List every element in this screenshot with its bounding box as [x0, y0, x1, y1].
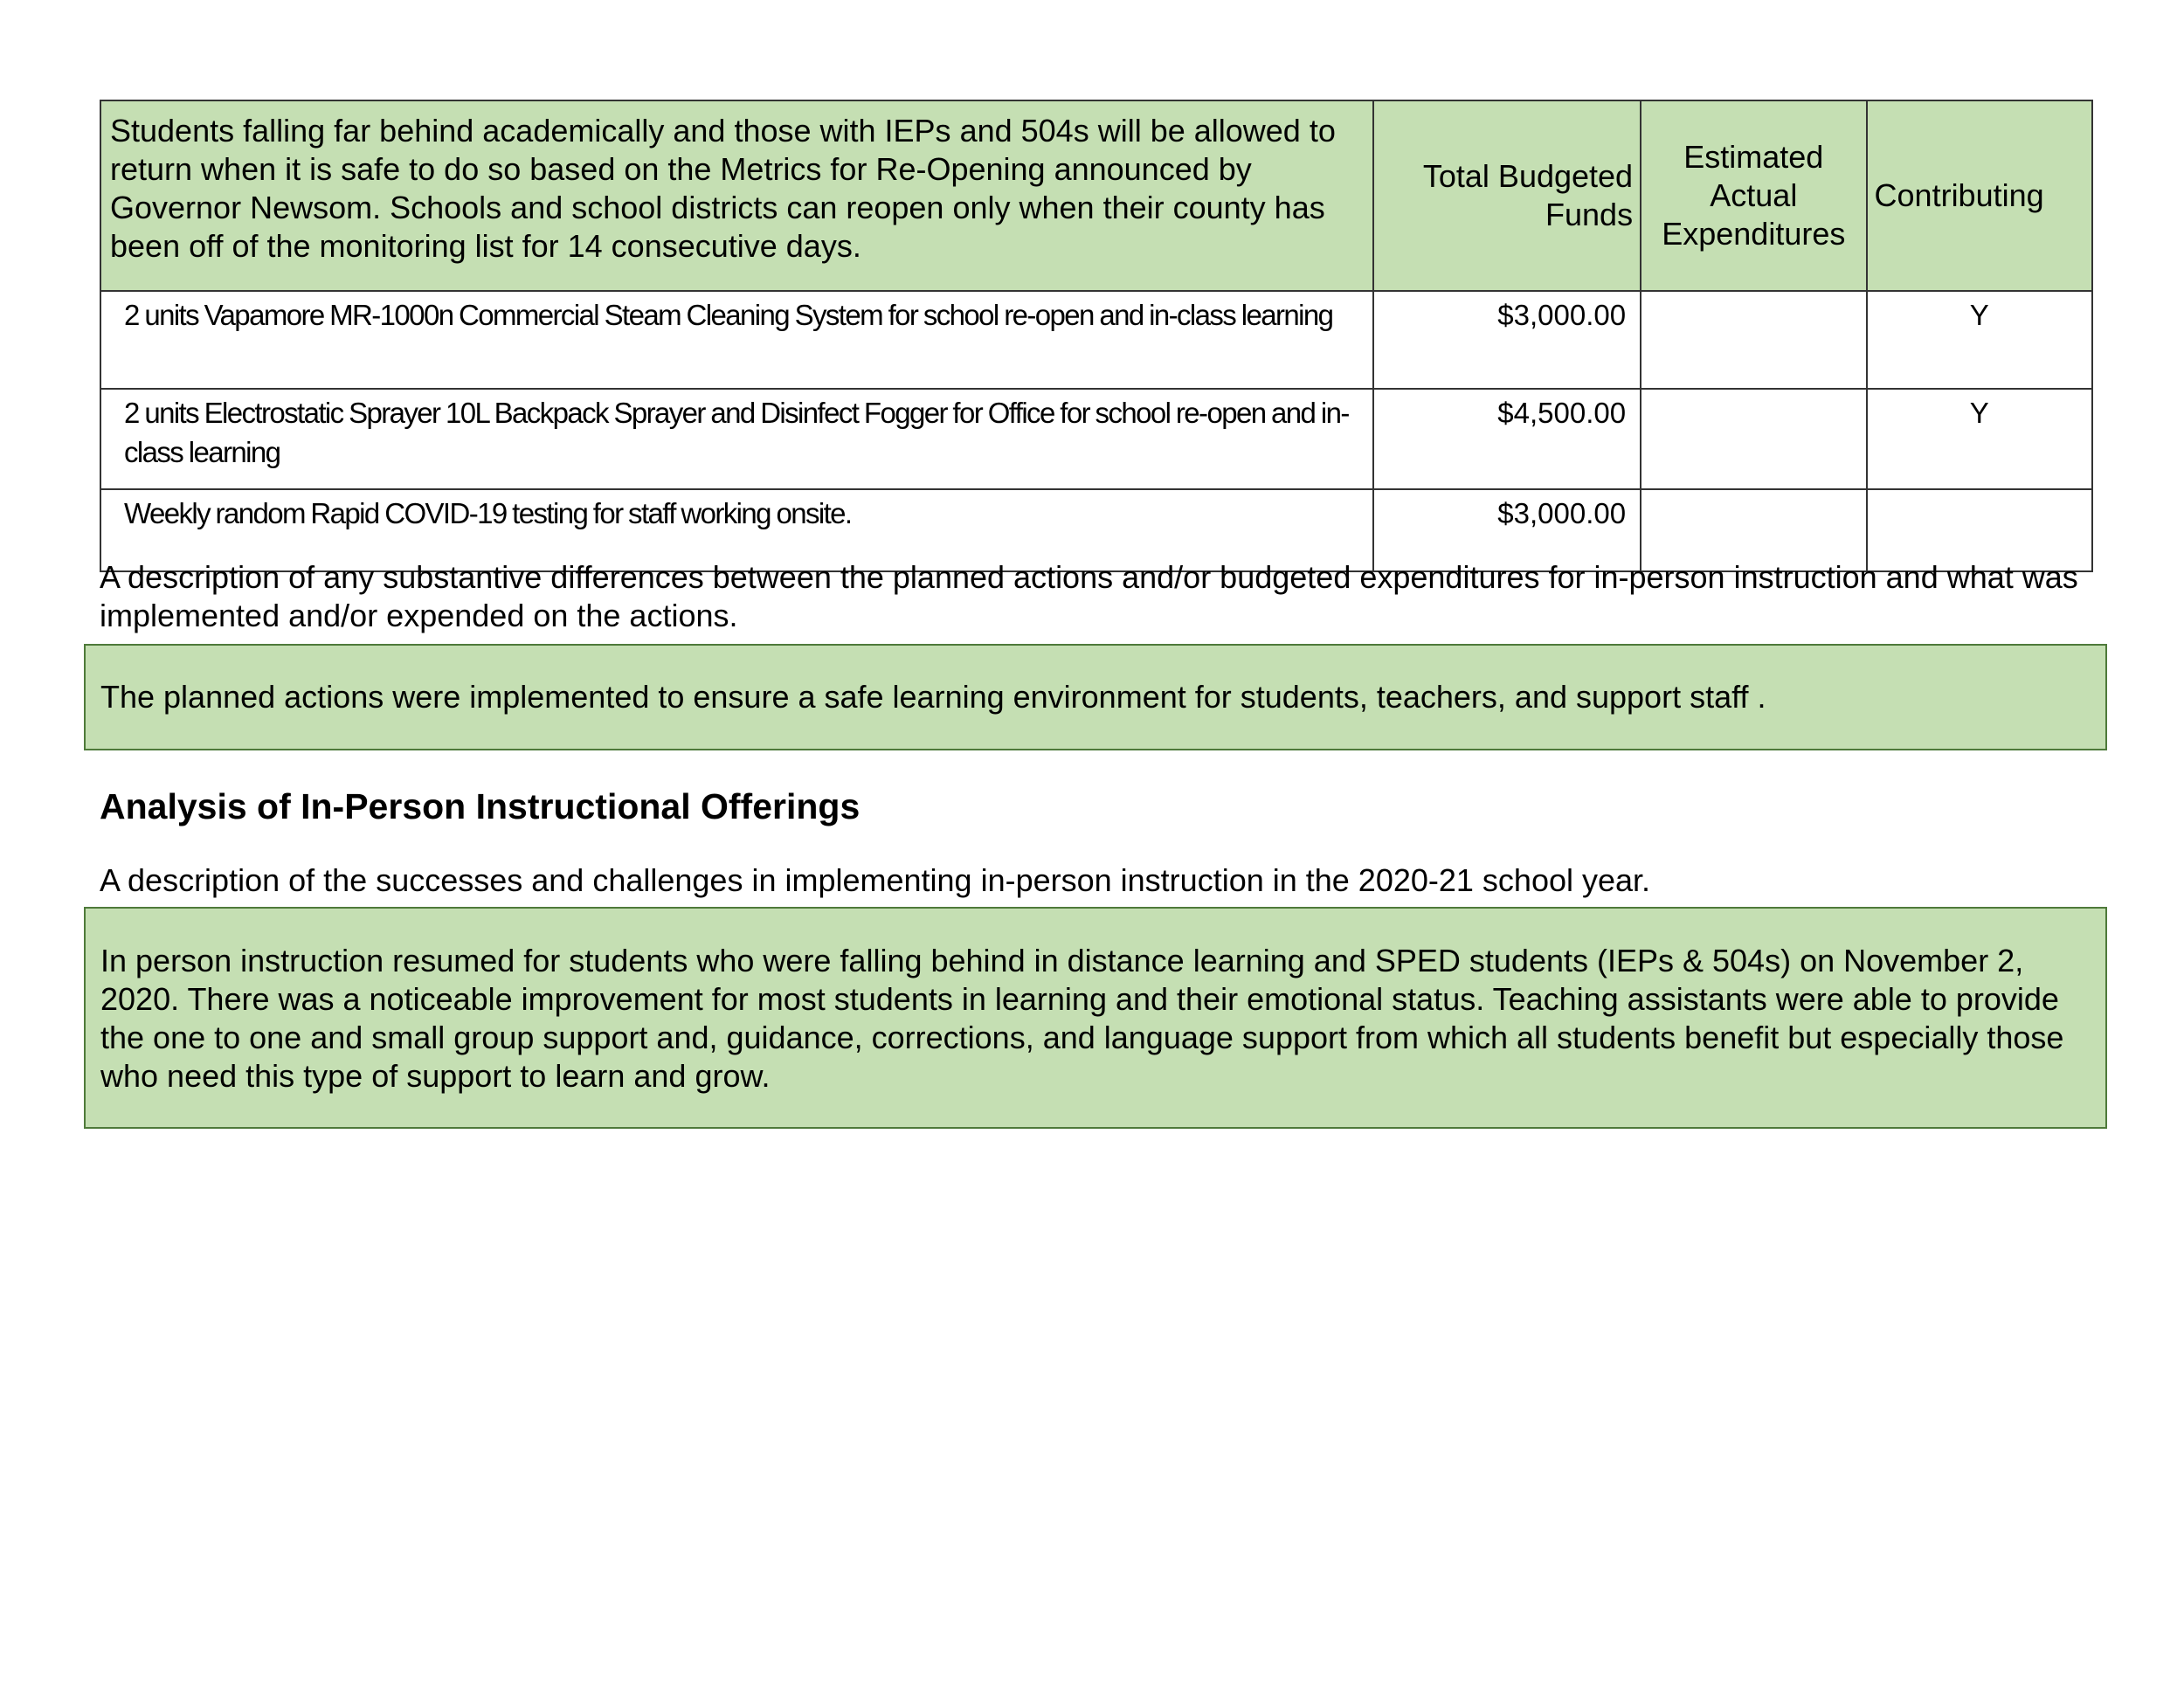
table-row [100, 389, 2092, 489]
analysis-response-box [84, 907, 2107, 1129]
row-description-cell [100, 389, 1373, 489]
differences-prompt: A description of any substantive differences between the planned actions and/or budgeted expenditures for in-person instruction and what was implemented and/or expended on the actions. [100, 559, 2078, 633]
header-contributing: Contributing [1867, 100, 2092, 291]
row-description: 2 units Electrostatic Sprayer 10L Backpack Sprayer and Disinfect Fogger for Office for school re-open and in-class learning [124, 397, 1349, 468]
analysis-heading: Analysis of In-Person Instructional Offerings [100, 786, 860, 826]
row-estimated [1641, 291, 1866, 389]
row-estimated [1641, 389, 1866, 489]
row-funds: $3,000.00 [1373, 291, 1641, 389]
header-description: Students falling far behind academically and those with IEPs and 504s will be allowed to return when it is safe to do so based on the Metrics for Re-Opening announced by Governor Newsom. Schools and school districts can reopen only when their county has been off of the monitoring list for 14 consecutive days. [100, 100, 1373, 291]
row-funds: $3,000.00 [1373, 489, 1641, 571]
analysis-prompt: A description of the successes and challenges in implementing in-person instruction in the 2020-21 school year. [100, 862, 1651, 898]
row-description: Weekly random Rapid COVID-19 testing for staff working onsite. [124, 497, 852, 529]
header-estimated-actual-expenditures: Estimated Actual Expenditures [1641, 100, 1866, 291]
table-row [100, 291, 2092, 389]
in-person-actions-table [100, 100, 2093, 572]
differences-response-box [84, 644, 2107, 750]
analysis-response: In person instruction resumed for students who were falling behind in distance learning and SPED students (IEPs & 504s) on November 2, 2020. There was a noticeable improvement for most students in learning and their emotional status. Teaching assistants were able to provide the one to one and small group support and, guidance, corrections, and language support from which all students benefit but especially those who need this type of support to learn and grow. [100, 943, 2064, 1094]
row-contributing: Y [1867, 291, 2092, 389]
header-total-budgeted-funds: Total Budgeted Funds [1373, 100, 1641, 291]
row-contributing: Y [1867, 389, 2092, 489]
row-description: 2 units Vapamore MR-1000n Commercial Steam Cleaning System for school re-open and in-class learning [124, 299, 1333, 331]
differences-response: The planned actions were implemented to ensure a safe learning environment for students, teachers, and support staff . [100, 679, 1766, 715]
row-funds: $4,500.00 [1373, 389, 1641, 489]
row-description-cell [100, 291, 1373, 389]
table-header-row [100, 100, 2092, 291]
